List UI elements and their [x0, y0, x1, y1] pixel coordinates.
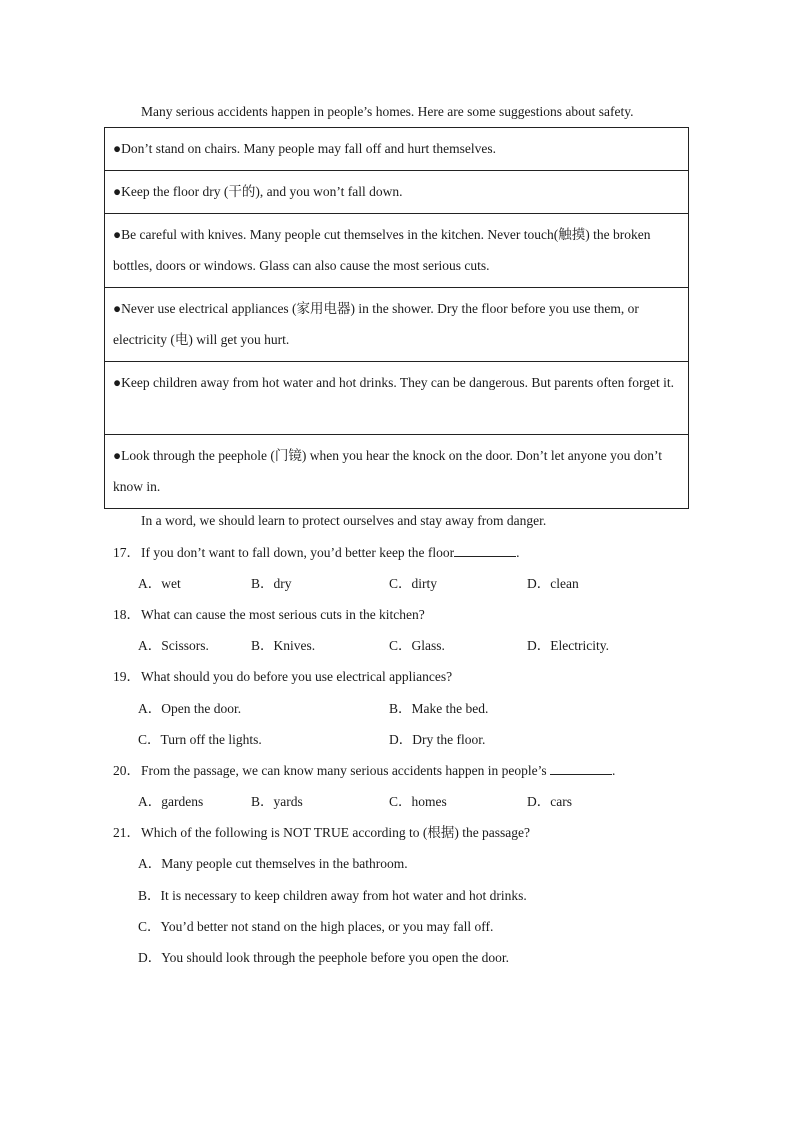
question-stem-end: .: [516, 545, 520, 560]
question-stem-end: .: [612, 763, 616, 778]
question-17: [113, 544, 520, 562]
question-19: [113, 668, 452, 686]
question-stem: If you don’t want to fall down, you’d better keep the floor: [141, 545, 455, 560]
passage-intro: Many serious accidents happen in people’s homes. Here are some suggestions about safety.: [141, 104, 634, 119]
question-21: [113, 824, 530, 842]
option-b: B．Knives.: [251, 638, 316, 653]
option-d: D．clean: [527, 576, 579, 591]
option-c: C．homes: [389, 794, 447, 809]
question-number: 21．: [113, 825, 140, 840]
option-d: D．Electricity.: [527, 638, 609, 653]
option-d: D．Dry the floor.: [389, 732, 486, 747]
option-a: A．gardens: [138, 794, 204, 809]
tip-cell: ●Be careful with knives. Many people cut themselves in the kitchen. Never touch(触摸) the broken bottles, doors or windows. Glass can also cause the most serious cuts.: [105, 214, 689, 288]
option-a: A．Scissors.: [138, 638, 209, 653]
question-number: 20．: [113, 763, 140, 778]
option-b: B．dry: [251, 576, 292, 591]
option-a: A．Open the door.: [138, 701, 242, 716]
question-18: [113, 606, 425, 624]
tip-cell: ●Don’t stand on chairs. Many people may fall off and hurt themselves.: [105, 128, 689, 171]
passage-conclusion: In a word, we should learn to protect ourselves and stay away from danger.: [141, 513, 547, 528]
option-d: D．You should look through the peephole before you open the door.: [138, 950, 509, 965]
answer-blank: [550, 762, 612, 775]
question-stem: What can cause the most serious cuts in the kitchen?: [141, 607, 425, 622]
option-a: A．wet: [138, 576, 181, 591]
question-stem: Which of the following is NOT TRUE according to (根据) the passage?: [141, 825, 531, 840]
question-stem: From the passage, we can know many serious accidents happen in people’s: [141, 763, 547, 778]
option-b: B．Make the bed.: [389, 701, 489, 716]
tip-cell: ●Keep children away from hot water and hot drinks. They can be dangerous. But parents often forget it.: [105, 362, 689, 435]
option-a: A．Many people cut themselves in the bathroom.: [138, 856, 408, 871]
option-c: C．You’d better not stand on the high places, or you may fall off.: [138, 919, 494, 934]
tip-cell: ●Keep the floor dry (干的), and you won’t fall down.: [105, 171, 689, 214]
option-b: B．It is necessary to keep children away from hot water and hot drinks.: [138, 888, 527, 903]
tip-cell: ●Never use electrical appliances (家用电器) in the shower. Dry the floor before you use them, or electricity (电) will get you hurt.: [105, 288, 689, 362]
tip-cell: ●Look through the peephole (门镜) when you hear the knock on the door. Don’t let anyone you don’t know in.: [105, 435, 689, 509]
option-d: D．cars: [527, 794, 572, 809]
option-c: C．dirty: [389, 576, 438, 591]
question-stem: What should you do before you use electrical appliances?: [141, 669, 453, 684]
question-number: 19．: [113, 669, 140, 684]
option-c: C．Glass.: [389, 638, 445, 653]
question-number: 18．: [113, 607, 140, 622]
option-c: C．Turn off the lights.: [138, 732, 262, 747]
question-20: [113, 762, 615, 780]
answer-blank: [454, 544, 516, 557]
option-b: B．yards: [251, 794, 303, 809]
safety-tips-table: [104, 127, 689, 509]
question-number: 17．: [113, 545, 140, 560]
